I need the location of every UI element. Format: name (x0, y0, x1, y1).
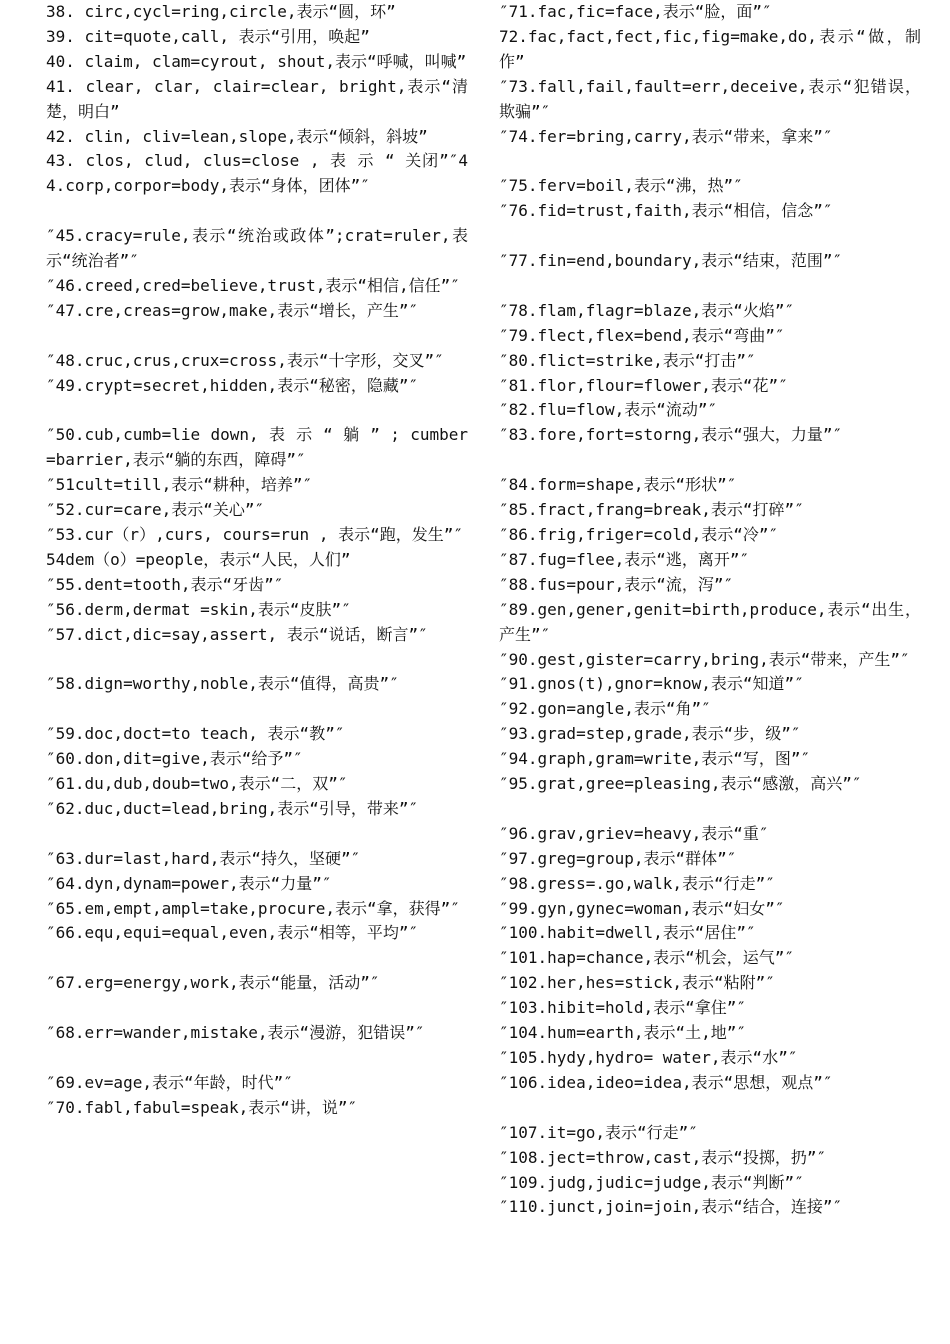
root-entry: ″73.fall,fail,fault=err,deceive,表示“犯错误，欺骗”″ (499, 76, 921, 121)
root-entry: ″102.her,hes=stick,表示“粘附”″ (499, 973, 775, 993)
root-entry: ″61.du,dub,doub=two,表示“二，双”″ (46, 774, 348, 794)
root-entry: ″71.fac,fic=face,表示“脸，面”″ (499, 2, 772, 21)
root-entry: ″87.fug=flee,表示“逃，离开”″ (499, 549, 750, 569)
root-entry: ″56.derm,dermat =skin,表示“皮肤”″ (46, 599, 351, 619)
root-entry: 43. clos, clud, clus=close , 表 示 “ 关闭”″44.corp,corpor=body,表示“身体，团体”″ (46, 151, 468, 196)
root-entry: ″52.cur=care,表示“关心”″ (46, 500, 265, 520)
root-entry: ″59.doc,doct=to teach, 表示“教”″ (46, 724, 345, 744)
root-entry: ″76.fid=trust,faith,表示“相信，信念”″ (499, 201, 833, 221)
root-entry: ″81.flor,flour=flower,表示“花”″ (499, 375, 788, 395)
root-entry: 72.fac,fact,fect,fic,fig=make,do,表示“做，制作” (499, 26, 921, 71)
root-entry: ″64.dyn,dynam=power,表示“力量”″ (46, 873, 332, 893)
root-entry: ″62.duc,duct=lead,bring,表示“引导，带来”″ (46, 798, 419, 818)
root-entry: ″99.gyn,gynec=woman,表示“妇女”″ (499, 898, 785, 918)
root-entry: ″48.cruc,crus,crux=cross,表示“十字形，交叉”″ (46, 350, 444, 370)
root-entry: ″82.flu=flow,表示“流动”″ (499, 400, 718, 420)
root-entry: ″47.cre,creas=grow,make,表示“增长，产生”″ (46, 300, 419, 320)
root-entry: ″109.judg,judic=judge,表示“判断”″ (499, 1172, 804, 1192)
root-entry: ″94.graph,gram=write,表示“写，图”″ (499, 749, 811, 769)
root-entry: ″96.grav,griev=heavy,表示“重″ (499, 823, 769, 843)
root-entry: ″51cult=till,表示“耕种，培养”″ (46, 475, 313, 495)
root-entry: ″98.gress=.go,walk,表示“行走”″ (499, 873, 775, 893)
root-entry: ″83.fore,fort=storng,表示“强大，力量”″ (499, 425, 843, 445)
root-entry: ″70.fabl,fabul=speak,表示“讲，说”″ (46, 1097, 358, 1117)
root-entry: ″93.grad=step,grade,表示“步，级”″ (499, 724, 801, 744)
root-entry: ″100.habit=dwell,表示“居住”″ (499, 923, 756, 943)
root-entry: ″65.em,empt,ampl=take,procure,表示“拿，获得”″ (46, 898, 460, 918)
root-entry: 42. clin, cliv=lean,slope,表示“倾斜，斜坡” (46, 126, 428, 146)
root-entry: ″108.ject=throw,cast,表示“投掷，扔”″ (499, 1147, 827, 1167)
root-entry: ″45.cracy=rule,表示“统治或政体”;crat=ruler,表示“统治者”″ (46, 226, 468, 271)
root-entry: ″107.it=go,表示“行走”″ (499, 1122, 698, 1142)
root-entry: 39. cit=quote,call, 表示“引用，唤起” (46, 26, 370, 46)
root-entry: ″60.don,dit=give,表示“给予”″ (46, 749, 303, 769)
root-entry: ″57.dict,dic=say,assert, 表示“说话，断言”″ (46, 624, 428, 644)
root-entry: ″49.crypt=secret,hidden,表示“秘密，隐藏”″ (46, 375, 419, 395)
blank-line (499, 224, 921, 249)
right-column (499, 0, 921, 1220)
blank-line (46, 324, 468, 349)
blank-line (499, 149, 921, 174)
root-entry: ″110.junct,join=join,表示“结合，连接”″ (499, 1197, 843, 1217)
blank-line (46, 199, 468, 224)
blank-line (46, 996, 468, 1021)
blank-line (499, 448, 921, 473)
root-entry: ″90.gest,gister=carry,bring,表示“带来，产生”″ (499, 649, 910, 669)
root-entry: ″84.form=shape,表示“形状”″ (499, 475, 737, 495)
root-entry: 54dem（o）=people，表示“人民，人们” (46, 549, 351, 569)
root-entry: ″88.fus=pour,表示“流，泻”″ (499, 574, 734, 594)
left-column (46, 0, 468, 1121)
root-entry: ″105.hydy,hydro= water,表示“水”″ (499, 1047, 798, 1067)
blank-line (46, 822, 468, 847)
blank-line (46, 398, 468, 423)
blank-line (46, 1046, 468, 1071)
blank-line (499, 274, 921, 299)
root-entry: ″85.fract,frang=break,表示“打碎”″ (499, 500, 804, 520)
root-entry: ″101.hap=chance,表示“机会，运气”″ (499, 948, 795, 968)
root-entry: ″46.creed,cred=believe,trust,表示“相信,信任”″ (46, 275, 460, 295)
root-entry: ″58.dign=worthy,noble,表示“值得，高贵”″ (46, 674, 399, 694)
root-entry: ″106.idea,ideo=idea,表示“思想，观点”″ (499, 1072, 833, 1092)
root-entry: ″68.err=wander,mistake,表示“漫游，犯错误”″ (46, 1023, 425, 1043)
root-entry: ″66.equ,equi=equal,even,表示“相等，平均”″ (46, 923, 419, 943)
blank-line (499, 797, 921, 822)
root-entry: ″89.gen,gener,genit=birth,produce,表示“出生，产生”″ (499, 599, 921, 644)
root-entry: ″50.cub,cumb=lie down, 表 示 “ 躺 ” ; cumber=barrier,表示“躺的东西，障碍”″ (46, 425, 468, 470)
root-entry: ″91.gnos(t),gnor=know,表示“知道”″ (499, 674, 804, 694)
root-entry: ″79.flect,flex=bend,表示“弯曲”″ (499, 325, 785, 345)
root-entry: ″77.fin=end,boundary,表示“结束，范围”″ (499, 251, 843, 271)
root-entry: ″69.ev=age,表示“年龄，时代”″ (46, 1072, 293, 1092)
blank-line (499, 1096, 921, 1121)
root-entry: ″97.greg=group,表示“群体”″ (499, 848, 737, 868)
root-entry: ″92.gon=angle,表示“角”″ (499, 699, 711, 719)
root-entry: 40. claim, clam=cyrout, shout,表示“呼喊，叫喊” (46, 51, 467, 71)
root-entry: 38. circ,cycl=ring,circle,表示“圆，环” (46, 2, 396, 21)
blank-line (46, 946, 468, 971)
root-entry: ″95.grat,gree=pleasing,表示“感激，高兴”″ (499, 774, 862, 794)
root-entry: ″86.frig,friger=cold,表示“冷”″ (499, 524, 779, 544)
root-entry: ″67.erg=energy,work,表示“能量，活动”″ (46, 973, 380, 993)
root-entry: ″103.hibit=hold,表示“拿住”″ (499, 998, 747, 1018)
root-entry: ″75.ferv=boil,表示“沸，热”″ (499, 176, 743, 196)
root-entry: ″78.flam,flagr=blaze,表示“火焰”″ (499, 300, 795, 320)
root-entry: ″53.cur（r）,curs, cours=run , 表示“跑，发生”″ (46, 524, 463, 544)
root-entry: ″80.flict=strike,表示“打击”″ (499, 350, 756, 370)
root-entry: ″55.dent=tooth,表示“牙齿”″ (46, 574, 284, 594)
root-entry: ″104.hum=earth,表示“土,地”″ (499, 1023, 747, 1043)
root-entry: 41. clear, clar, clair=clear, bright,表示“清楚，明白” (46, 76, 468, 121)
blank-line (46, 648, 468, 673)
root-entry: ″63.dur=last,hard,表示“持久，坚硬”″ (46, 848, 361, 868)
blank-line (46, 697, 468, 722)
root-entry: ″74.fer=bring,carry,表示“带来，拿来”″ (499, 126, 833, 146)
